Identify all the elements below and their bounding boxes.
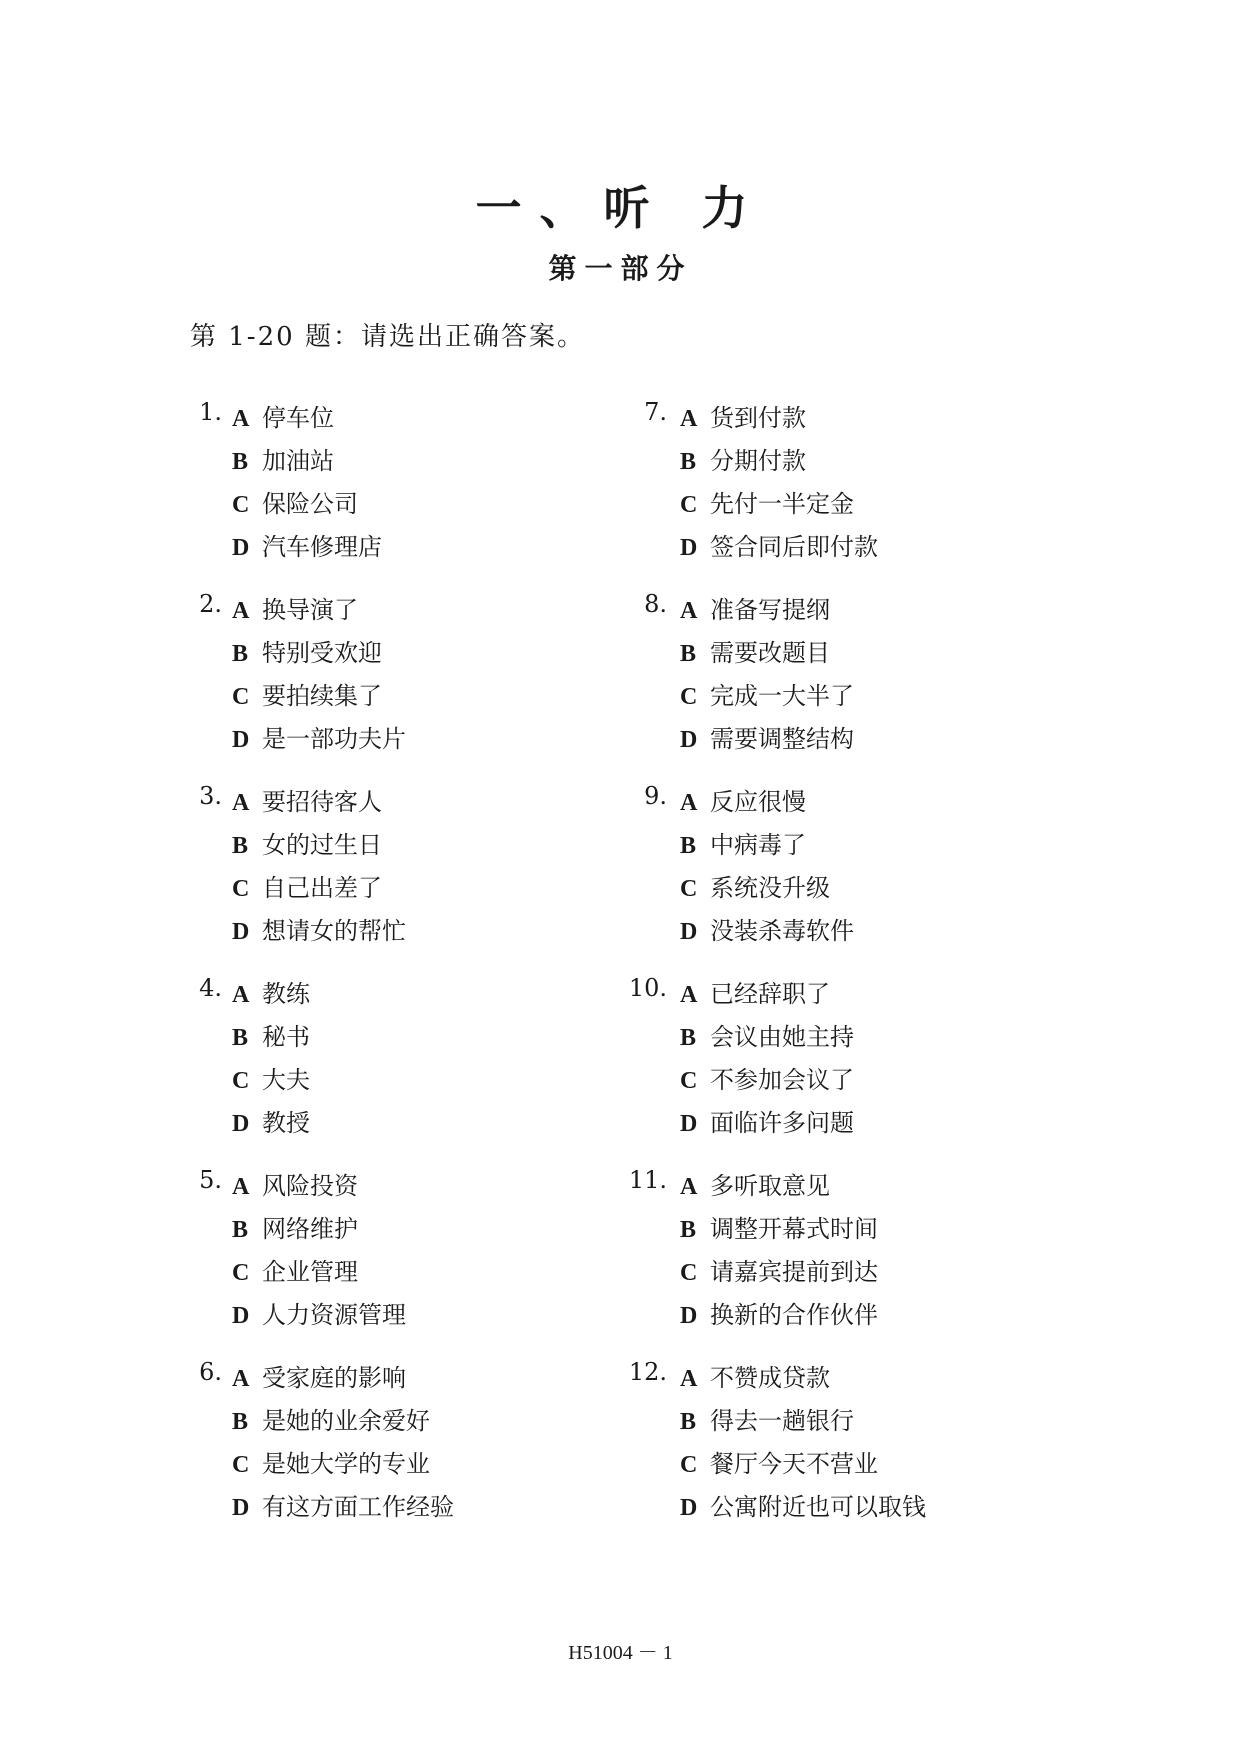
option-letter: D — [680, 727, 698, 753]
question-number: 5. — [199, 1166, 222, 1194]
option-letter: B — [680, 1217, 697, 1243]
option-text: 面临许多问题 — [710, 1109, 854, 1137]
question-number: 9. — [644, 782, 667, 810]
answer-option — [232, 484, 358, 519]
answer-option — [680, 1017, 854, 1052]
option-text: 要招待客人 — [262, 788, 382, 816]
answer-option — [232, 676, 382, 711]
option-text: 多听取意见 — [710, 1172, 830, 1200]
answer-option — [232, 1487, 454, 1522]
option-text: 系统没升级 — [710, 874, 830, 902]
part-subtitle: 第一部分 — [548, 252, 693, 285]
option-letter: A — [680, 982, 698, 1008]
answer-option — [680, 911, 854, 946]
answer-option — [232, 825, 382, 860]
option-text: 人力资源管理 — [262, 1301, 406, 1329]
instruction-text: 第 1-20 题：请选出正确答案。 — [190, 322, 585, 352]
option-letter: A — [232, 982, 250, 1008]
answer-option — [232, 1252, 358, 1287]
option-text: 教练 — [262, 980, 310, 1008]
answer-option — [680, 782, 806, 817]
answer-option — [680, 868, 830, 903]
answer-option — [232, 911, 406, 946]
option-text: 公寓附近也可以取钱 — [710, 1493, 926, 1521]
option-text: 女的过生日 — [262, 831, 382, 859]
option-text: 加油站 — [262, 447, 334, 475]
option-text: 企业管理 — [262, 1258, 358, 1286]
answer-option — [232, 633, 382, 668]
question-number: 12. — [628, 1358, 667, 1386]
option-letter: C — [232, 684, 250, 710]
option-text: 请嘉宾提前到达 — [710, 1258, 878, 1286]
option-letter: B — [680, 833, 697, 859]
option-text: 不赞成贷款 — [710, 1364, 830, 1392]
option-letter: B — [680, 449, 697, 475]
option-letter: C — [680, 492, 698, 518]
question-number: 6. — [199, 1358, 222, 1386]
answer-option — [680, 1401, 854, 1436]
question-number: 3. — [199, 782, 222, 810]
option-text: 完成一大半了 — [710, 682, 854, 710]
option-text: 得去一趟银行 — [710, 1407, 854, 1435]
option-letter: B — [680, 1409, 697, 1435]
question-number: 10. — [628, 974, 667, 1002]
answer-option — [680, 484, 854, 519]
answer-option — [232, 719, 406, 754]
option-text: 教授 — [262, 1109, 310, 1137]
option-text: 准备写提纲 — [710, 596, 830, 624]
option-letter: A — [680, 598, 698, 624]
option-letter: D — [232, 535, 250, 561]
answer-option — [232, 1358, 406, 1393]
option-letter: D — [232, 1303, 250, 1329]
option-letter: A — [232, 790, 250, 816]
option-text: 需要调整结构 — [710, 725, 854, 753]
option-text: 签合同后即付款 — [710, 533, 878, 561]
option-text: 大夫 — [262, 1066, 310, 1094]
option-text: 换导演了 — [262, 596, 358, 624]
option-letter: D — [680, 1495, 698, 1521]
option-letter: D — [680, 1111, 698, 1137]
option-text: 停车位 — [262, 404, 334, 432]
option-text: 受家庭的影响 — [262, 1364, 406, 1392]
option-text: 需要改题目 — [710, 639, 830, 667]
option-text: 汽车修理店 — [262, 533, 382, 561]
option-letter: A — [232, 406, 250, 432]
option-letter: C — [232, 1452, 250, 1478]
answer-option — [680, 1209, 878, 1244]
option-letter: B — [232, 1217, 249, 1243]
answer-option — [232, 1017, 310, 1052]
option-text: 秘书 — [262, 1023, 310, 1051]
option-letter: C — [232, 492, 250, 518]
answer-option — [232, 398, 334, 433]
section-title: 一、听 力 — [475, 181, 766, 235]
answer-option — [232, 782, 382, 817]
option-letter: B — [680, 641, 697, 667]
option-text: 换新的合作伙伴 — [710, 1301, 878, 1329]
option-text: 想请女的帮忙 — [262, 917, 406, 945]
option-letter: B — [232, 1409, 249, 1435]
option-text: 不参加会议了 — [710, 1066, 854, 1094]
answer-option — [232, 1209, 358, 1244]
option-letter: A — [680, 790, 698, 816]
option-letter: B — [232, 833, 249, 859]
option-letter: D — [680, 1303, 698, 1329]
question-number: 7. — [644, 398, 667, 426]
option-text: 是她大学的专业 — [262, 1450, 430, 1478]
answer-option — [680, 527, 878, 562]
option-text: 已经辞职了 — [710, 980, 830, 1008]
option-text: 没装杀毒软件 — [710, 917, 854, 945]
answer-option — [680, 1252, 878, 1287]
option-letter: D — [232, 1111, 250, 1137]
option-text: 中病毒了 — [710, 831, 806, 859]
option-text: 餐厅今天不营业 — [710, 1450, 878, 1478]
option-text: 货到付款 — [710, 404, 806, 432]
question-number: 11. — [628, 1166, 667, 1194]
option-letter: B — [232, 1025, 249, 1051]
option-text: 有这方面工作经验 — [262, 1493, 454, 1521]
option-letter: D — [232, 727, 250, 753]
question-number: 1. — [199, 398, 222, 426]
option-letter: A — [232, 598, 250, 624]
option-letter: D — [680, 535, 698, 561]
option-text: 要拍续集了 — [262, 682, 382, 710]
option-letter: C — [680, 876, 698, 902]
answer-option — [680, 1103, 854, 1138]
option-text: 保险公司 — [262, 490, 358, 518]
option-letter: B — [232, 449, 249, 475]
answer-option — [680, 1060, 854, 1095]
option-text: 是一部功夫片 — [262, 725, 406, 753]
question-number: 2. — [199, 590, 222, 618]
answer-option — [680, 974, 830, 1009]
option-text: 风险投资 — [262, 1172, 358, 1200]
option-letter: D — [680, 919, 698, 945]
answer-option — [680, 1166, 830, 1201]
option-letter: A — [232, 1174, 250, 1200]
answer-option — [680, 1444, 878, 1479]
option-text: 反应很慢 — [710, 788, 806, 816]
option-text: 先付一半定金 — [710, 490, 854, 518]
option-letter: A — [680, 1366, 698, 1392]
answer-option — [680, 590, 830, 625]
answer-option — [680, 1295, 878, 1330]
option-letter: B — [232, 641, 249, 667]
option-letter: B — [680, 1025, 697, 1051]
answer-option — [680, 398, 806, 433]
answer-option — [680, 676, 854, 711]
option-letter: C — [680, 1452, 698, 1478]
option-text: 调整开幕式时间 — [710, 1215, 878, 1243]
option-text: 特别受欢迎 — [262, 639, 382, 667]
page-footer: H51004 － 1 — [568, 1642, 673, 1664]
option-letter: C — [680, 684, 698, 710]
answer-option — [680, 719, 854, 754]
option-letter: C — [232, 876, 250, 902]
answer-option — [680, 633, 830, 668]
option-text: 会议由她主持 — [710, 1023, 854, 1051]
option-text: 网络维护 — [262, 1215, 358, 1243]
answer-option — [232, 590, 358, 625]
answer-option — [232, 441, 334, 476]
answer-option — [232, 1444, 430, 1479]
option-letter: C — [232, 1068, 250, 1094]
option-letter: C — [680, 1260, 698, 1286]
answer-option — [232, 1166, 358, 1201]
option-letter: A — [232, 1366, 250, 1392]
answer-option — [232, 974, 310, 1009]
question-number: 4. — [199, 974, 222, 1002]
answer-option — [232, 1103, 310, 1138]
answer-option — [232, 868, 382, 903]
option-text: 分期付款 — [710, 447, 806, 475]
answer-option — [232, 1295, 406, 1330]
answer-option — [680, 441, 806, 476]
answer-option — [680, 825, 806, 860]
option-letter: C — [232, 1260, 250, 1286]
option-letter: D — [232, 1495, 250, 1521]
option-text: 是她的业余爱好 — [262, 1407, 430, 1435]
option-text: 自己出差了 — [262, 874, 382, 902]
answer-option — [680, 1358, 830, 1393]
option-letter: A — [680, 406, 698, 432]
answer-option — [232, 527, 382, 562]
answer-option — [232, 1401, 430, 1436]
option-letter: C — [680, 1068, 698, 1094]
option-letter: A — [680, 1174, 698, 1200]
option-letter: D — [232, 919, 250, 945]
answer-option — [680, 1487, 926, 1522]
answer-option — [232, 1060, 310, 1095]
question-number: 8. — [644, 590, 667, 618]
